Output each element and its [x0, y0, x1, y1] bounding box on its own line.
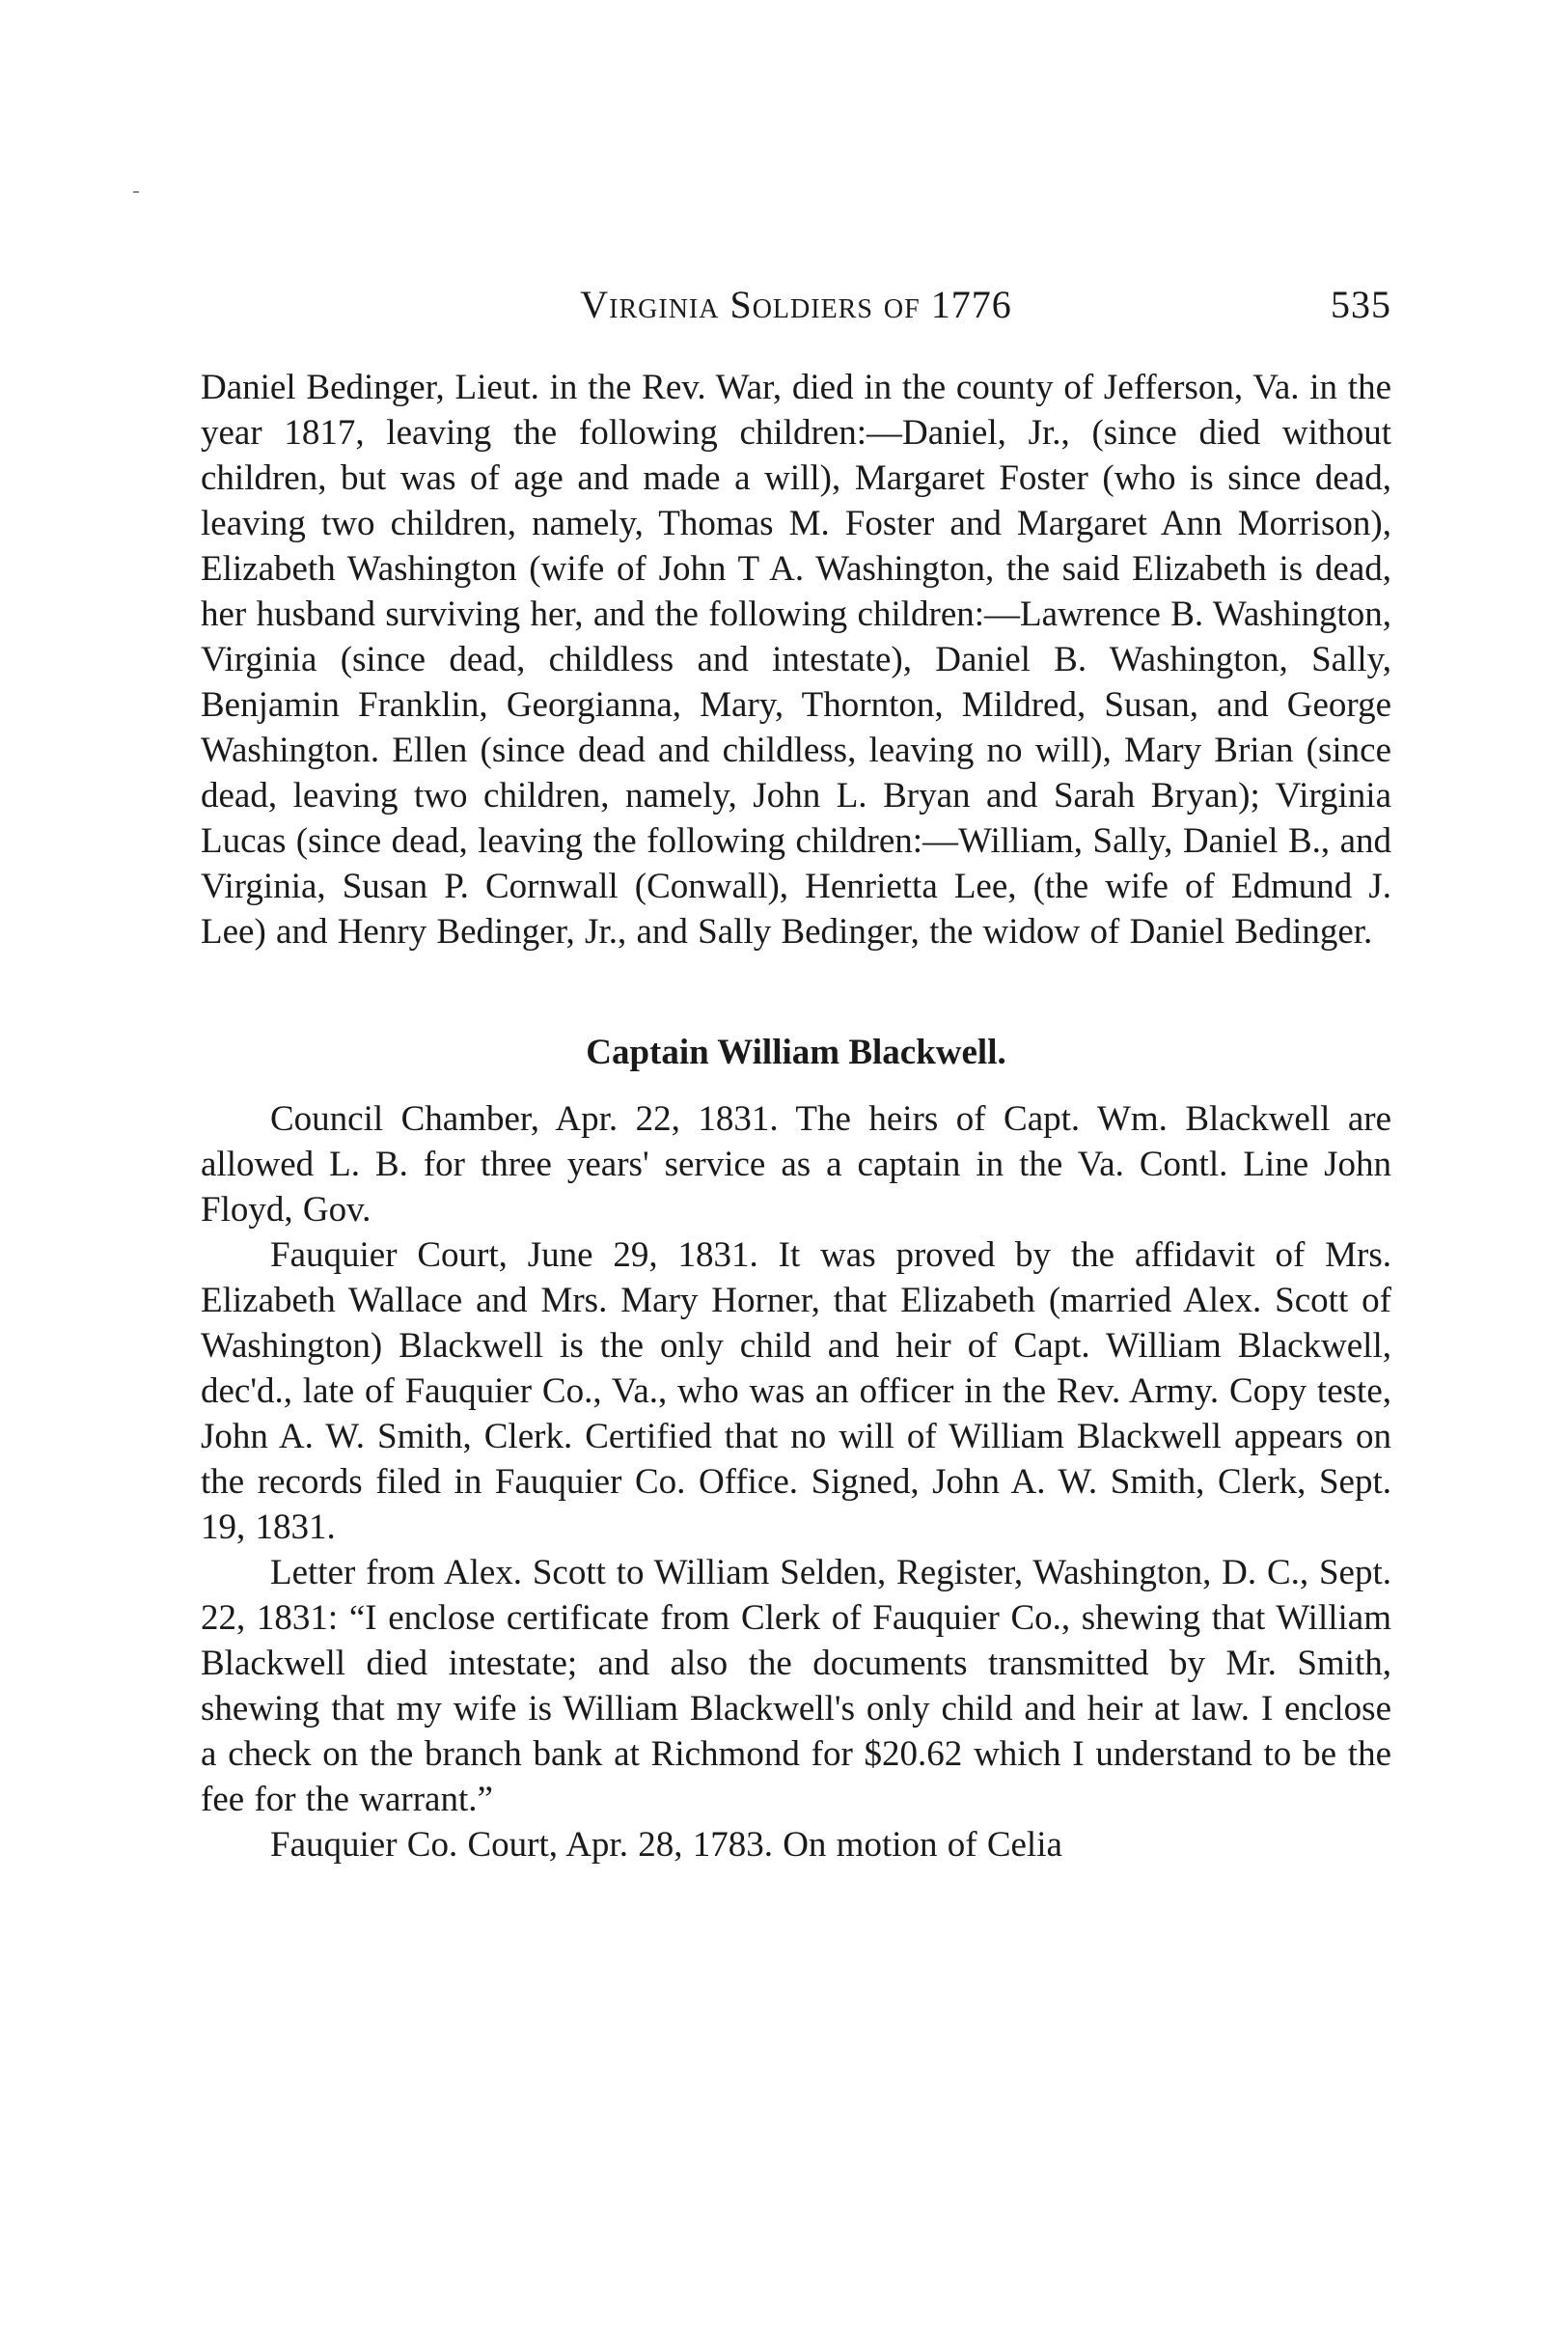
- paragraph-letter-alex-scott: Letter from Alex. Scott to William Selden, Register, Washington, D. C., Sept. 22, 1831: “I enclose certificate from Clerk of Fauquier Co., shewing that William Blackwell died intestate; and also the documents transmitted by Mr. Smith, shewing that my wife is William Blackwell's only child and heir at law. I enclose a check on the branch bank at Richmond for $20.62 which I understand to be the fee for the warrant.”: [201, 1553, 1391, 1819]
- paragraph-fauquier-court-1783: Fauquier Co. Court, Apr. 28, 1783. On motion of Celia: [270, 1825, 1062, 1865]
- paragraph-fauquier-court-1831: Fauquier Court, June 29, 1831. It was proved by the affidavit of Mrs. Elizabeth Wallace and Mrs. Mary Horner, that Elizabeth (married Alex. Scott of Washington) Blackwell is the only child and heir of Capt. William Blackwell, dec'd., late of Fauquier Co., Va., who was an officer in the Rev. Army. Copy teste, John A. W. Smith, Clerk. Certified that no will of William Blackwell appears on the records filed in Fauquier Co. Office. Signed, John A. W. Smith, Clerk, Sept. 19, 1831.: [201, 1235, 1391, 1547]
- scan-speck: [133, 191, 139, 193]
- paragraph-council-chamber: Council Chamber, Apr. 22, 1831. The heirs of Capt. Wm. Blackwell are allowed L. B. for three years' service as a captain in the Va. Contl. Line John Floyd, Gov.: [201, 1099, 1391, 1230]
- opening-paragraph: Daniel Bedinger, Lieut. in the Rev. War, died in the county of Jefferson, Va. in the year 1817, leaving the following children:—Daniel, Jr., (since died without children, but was of age and made a will), Margaret Foster (who is since dead, leaving two children, namely, Thomas M. Foster and Margaret Ann Morrison), Elizabeth Washington (wife of John T A. Washington, the said Elizabeth is dead, her husband surviving her, and the following children:—Lawrence B. Washington, Virginia (since dead, childless and intestate), Daniel B. Washington, Sally, Benjamin Franklin, Georgianna, Mary, Thornton, Mildred, Susan, and George Washington. Ellen (since dead and childless, leaving no will), Mary Brian (since dead, leaving two children, namely, John L. Bryan and Sarah Bryan); Virginia Lucas (since dead, leaving the following children:—William, Sally, Daniel B., and Virginia, Susan P. Cornwall (Conwall), Henrietta Lee, (the wife of Edmund J. Lee) and Henry Bedinger, Jr., and Sally Bedinger, the widow of Daniel Bedinger.: [201, 368, 1391, 952]
- running-title: Virginia Soldiers of 1776: [580, 283, 1012, 326]
- page-number: 535: [1331, 283, 1391, 326]
- page-content: [201, 276, 1391, 1867]
- running-head: [201, 276, 1391, 334]
- section-heading: Captain William Blackwell.: [586, 1033, 1006, 1072]
